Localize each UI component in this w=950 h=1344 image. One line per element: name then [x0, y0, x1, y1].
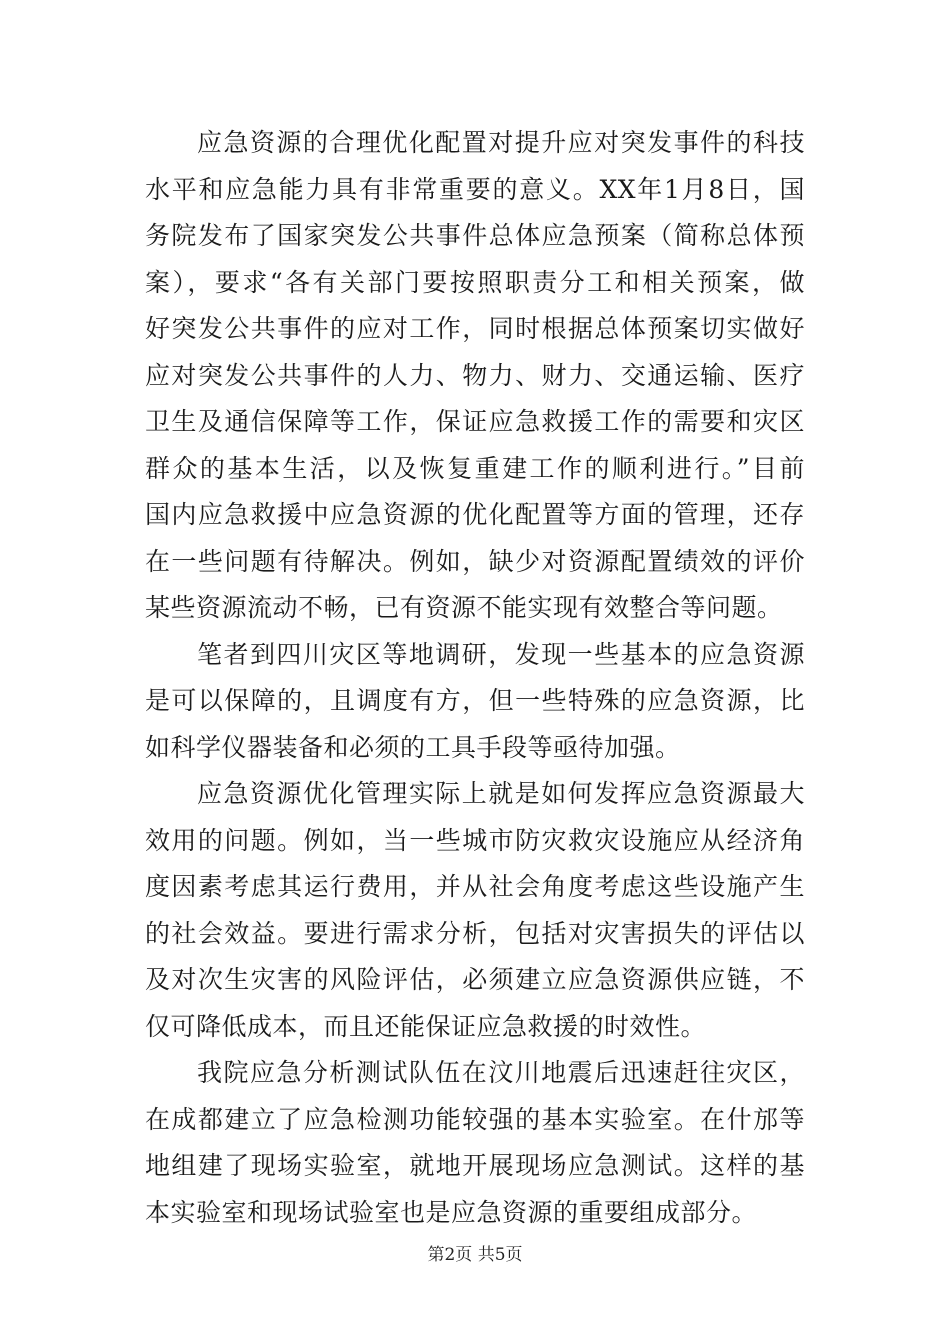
text-line: 度因素考虑其运行费用，并从社会角度考虑这些设施产生 [145, 872, 805, 901]
page-number: 第2页 共5页 [427, 1245, 523, 1265]
text-line: 案），要求“各有关部门要按照职责分工和相关预案，做 [145, 267, 805, 297]
text-line: 应急资源优化管理实际上就是如何发挥应急资源最大 [197, 779, 805, 808]
text-line: 地组建了现场实验室，就地开展现场应急测试。这样的基 [145, 1151, 805, 1180]
text-line: 我院应急分析测试队伍在汶川地震后迅速赶往灾区， [197, 1058, 805, 1087]
text-line: 应急资源的合理优化配置对提升应对突发事件的科技 [197, 128, 805, 157]
text-line: 效用的问题。例如，当一些城市防灾救灾设施应从经济角 [145, 825, 805, 855]
paragraph-2 [145, 632, 805, 772]
text-line: 如科学仪器装备和必须的工具手段等亟待加强。 [145, 732, 681, 762]
text-line: 笔者到四川灾区等地调研，发现一些基本的应急资源 [197, 639, 805, 669]
text-line: 在成都建立了应急检测功能较强的基本实验室。在什邡等 [145, 1104, 805, 1134]
text-line: 本实验室和现场试验室也是应急资源的重要组成部分。 [145, 1197, 758, 1227]
text-line: 仅可降低成本，而且还能保证应急救援的时效性。 [145, 1011, 707, 1041]
text-line: 及对次生灾害的风险评估，必须建立应急资源供应链，不 [145, 965, 805, 994]
paragraph-4 [145, 1050, 805, 1236]
text-line: 好突发公共事件的应对工作，同时根据总体预案切实做好 [145, 314, 805, 343]
text-line: 在一些问题有待解决。例如，缺少对资源配置绩效的评价 [145, 546, 805, 576]
text-line: 应对突发公共事件的人力、物力、财力、交通运输、医疗 [145, 360, 805, 390]
text-line: 的社会效益。要进行需求分析，包括对灾害损失的评估以 [145, 918, 805, 948]
text-line: 是可以保障的，且调度有方，但一些特殊的应急资源，比 [145, 686, 805, 715]
text-line: 务院发布了国家突发公共事件总体应急预案（简称总体预 [145, 221, 805, 250]
text-line: 卫生及通信保障等工作，保证应急救援工作的需要和灾区 [145, 407, 805, 436]
document-body [145, 120, 805, 1236]
text-line: 某些资源流动不畅，已有资源不能实现有效整合等问题。 [145, 593, 783, 622]
paragraph-1 [145, 120, 805, 632]
text-line: 群众的基本生活，以及恢复重建工作的顺利进行。”目前 [145, 453, 805, 483]
paragraph-3 [145, 771, 805, 1050]
text-line: 水平和应急能力具有非常重要的意义。XX年1月8日，国 [145, 174, 805, 204]
text-line: 国内应急救援中应急资源的优化配置等方面的管理，还存 [145, 500, 805, 529]
